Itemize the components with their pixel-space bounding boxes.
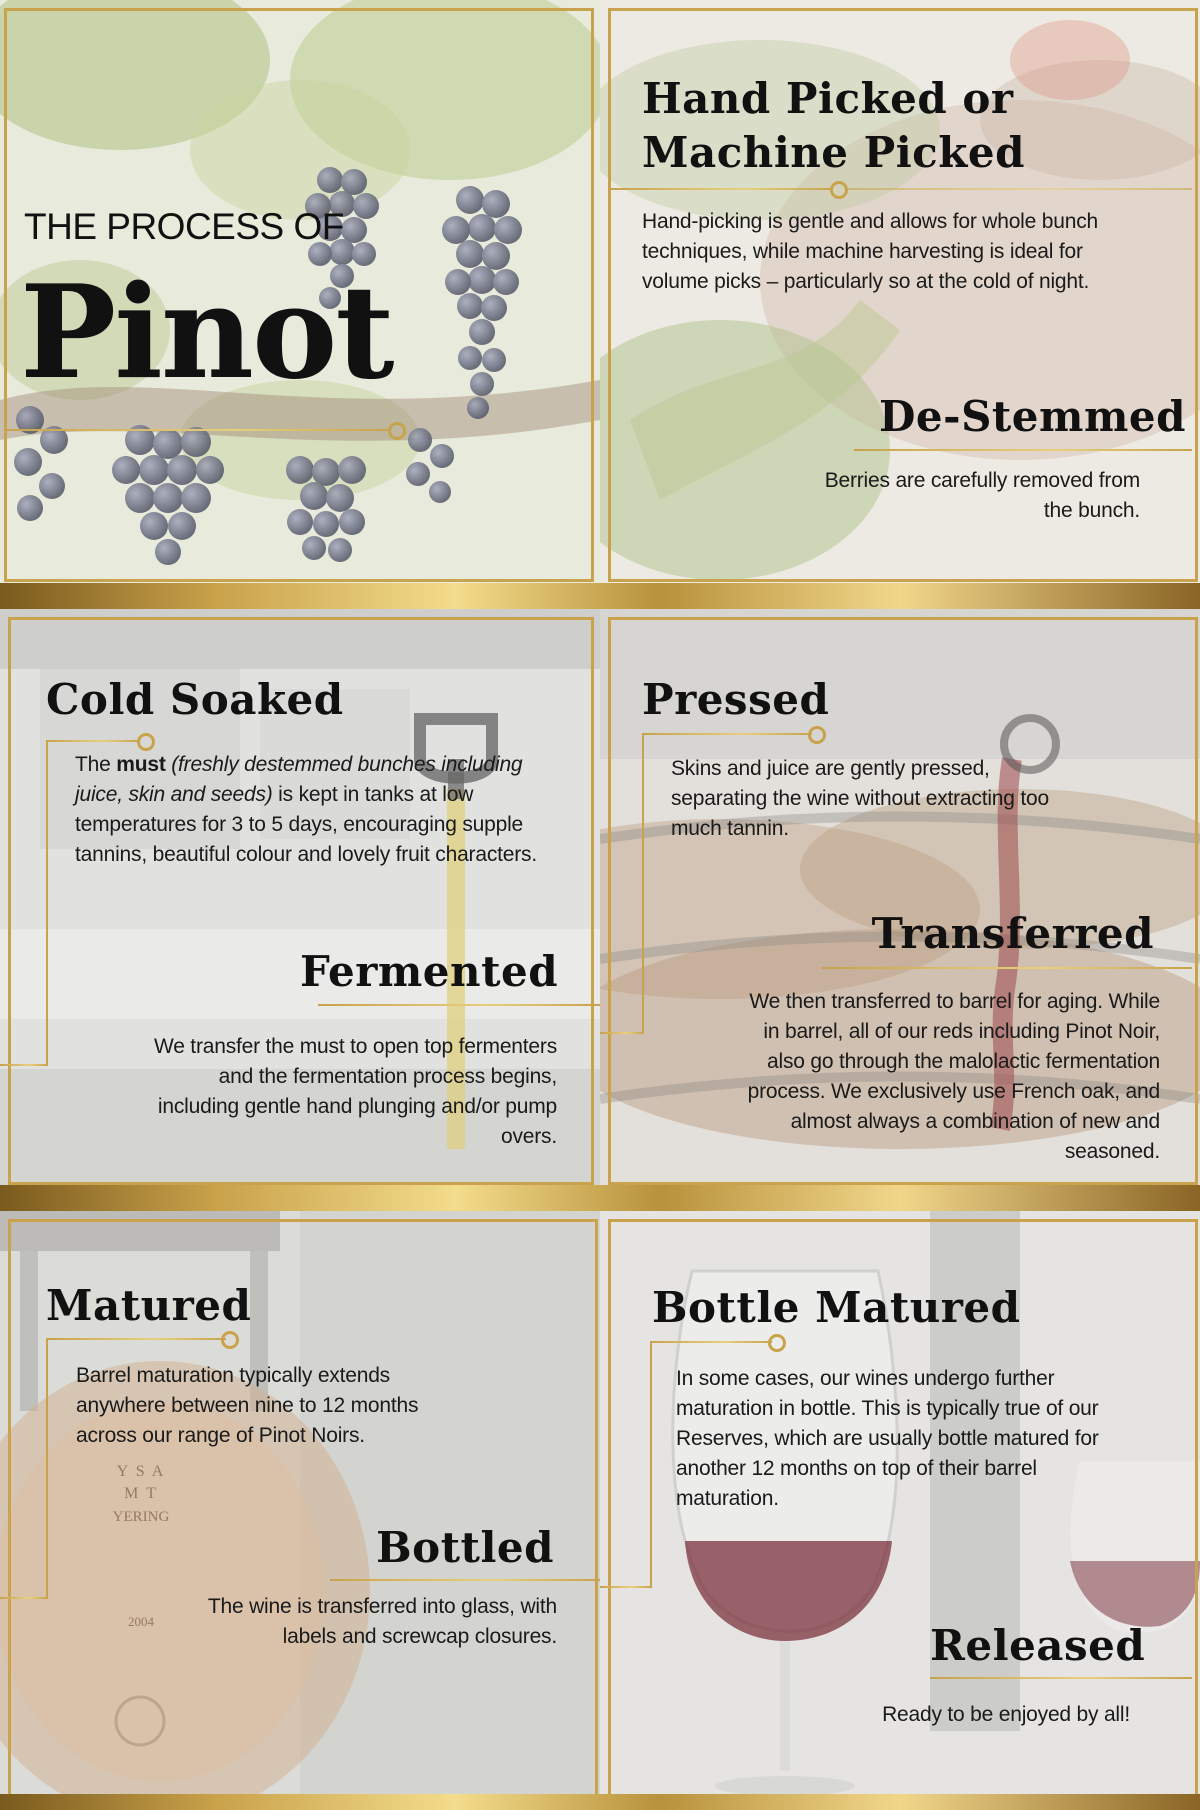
bottled-heading: Bottled — [376, 1523, 554, 1572]
bottle-matured-heading: Bottle Matured — [652, 1283, 1021, 1332]
bottle-matured-panel — [600, 1211, 1200, 1801]
bottle-matured-connector-end — [600, 1586, 652, 1588]
pressed-heading: Pressed — [642, 675, 830, 724]
hand-picked-text: Hand-picking is gentle and allows for whole bunch techniques, while machine harvesting is ideal for volume picks – particularly so at the cold of night. — [642, 210, 1098, 293]
matured-connector — [46, 1338, 48, 1598]
barrel-stamp-year: 2004 — [128, 1614, 154, 1629]
released-text: Ready to be enjoyed by all! — [882, 1703, 1130, 1726]
hand-picked-underline-dot — [830, 181, 848, 199]
bottle-matured-connector — [650, 1341, 652, 1587]
hand-picked-panel — [600, 0, 1200, 585]
fermented-underline — [318, 1004, 600, 1006]
cold-soaked-text — [75, 750, 575, 870]
de-stemmed-text: Berries are carefully removed from the bunch. — [824, 469, 1140, 522]
transferred-underline — [822, 967, 1192, 969]
matured-underline-dot — [221, 1331, 239, 1349]
cold-soaked-panel — [0, 609, 600, 1189]
title-panel — [0, 0, 600, 585]
de-stemmed-underline — [854, 449, 1192, 451]
hand-picked-heading-line1: Hand Picked or — [642, 74, 1014, 123]
matured-text: Barrel maturation typically extends anywhere between nine to 12 months across our range of Pinot Noirs. — [76, 1364, 419, 1447]
matured-connector-end — [0, 1597, 48, 1599]
cold-soaked-text-must: must — [116, 753, 166, 776]
divider-bar — [0, 583, 1200, 609]
title-prefix: THE PROCESS OF — [24, 206, 344, 247]
hand-picked-underline-ext — [848, 188, 1192, 190]
cold-soaked-heading: Cold Soaked — [46, 675, 344, 724]
cold-soaked-connector-end — [0, 1064, 48, 1066]
cold-soaked-underline — [46, 740, 140, 742]
transferred-text: We then transferred to barrel for aging. While in barrel, all of our reds including Pinot Noir, also go through the malolactic fermentation process. We exclusively use French oak, and almost always a combination of new and seasoned. — [747, 990, 1160, 1163]
divider-bar — [0, 1794, 1200, 1810]
hand-picked-heading-line2: Machine Picked — [642, 128, 1025, 177]
matured-underline — [46, 1338, 226, 1340]
title-underline — [6, 429, 390, 431]
divider-bar — [0, 1185, 1200, 1211]
de-stemmed-heading: De-Stemmed — [879, 392, 1186, 441]
cold-soaked-underline-dot — [137, 733, 155, 751]
barrel-stamp-letters: Y S A M T — [116, 1463, 166, 1502]
bottle-matured-underline — [650, 1341, 772, 1343]
pressed-panel — [600, 609, 1200, 1189]
pressed-text: Skins and juice are gently pressed, separating the wine without extracting too much tannin. — [671, 757, 1049, 840]
pressed-underline-dot — [808, 726, 826, 744]
bottle-matured-text: In some cases, our wines undergo further maturation in bottle. This is typically true of our Reserves, which are usually bottle matured for another 12 months on top of their barrel maturation. — [676, 1367, 1099, 1510]
title-underline-dot — [388, 422, 406, 440]
bottled-text: The wine is transferred into glass, with labels and screwcap closures. — [207, 1595, 557, 1648]
cold-soaked-text-italic: (freshly destemmed bunches including juice, skin and seeds) — [75, 753, 523, 806]
fermented-heading: Fermented — [300, 947, 559, 996]
released-underline — [930, 1677, 1192, 1679]
pressed-connector-end — [600, 1032, 644, 1034]
matured-panel — [0, 1211, 600, 1801]
hand-picked-underline — [610, 188, 832, 190]
transferred-heading: Transferred — [871, 909, 1154, 958]
pressed-connector — [642, 733, 644, 1033]
matured-heading: Matured — [46, 1281, 252, 1330]
bottled-underline — [330, 1579, 600, 1581]
cold-soaked-text-rest: is kept in tanks at low temperatures for 3 to 5 days, encouraging supple tannins, beautiful colour and lovely fruit characters. — [75, 783, 537, 866]
page-title: Pinot — [20, 258, 393, 408]
fermented-text: We transfer the must to open top fermenters and the fermentation process begins, including gentle hand plunging and/or pump overs. — [153, 1035, 557, 1148]
pressed-underline — [642, 733, 812, 735]
cold-soaked-text-the: The — [75, 753, 117, 776]
released-heading: Released — [930, 1621, 1146, 1670]
cold-soaked-connector — [46, 740, 48, 1065]
bottle-matured-underline-dot — [768, 1334, 786, 1352]
barrel-stamp — [96, 1461, 186, 1630]
barrel-stamp-brand: YERING — [112, 1509, 170, 1525]
